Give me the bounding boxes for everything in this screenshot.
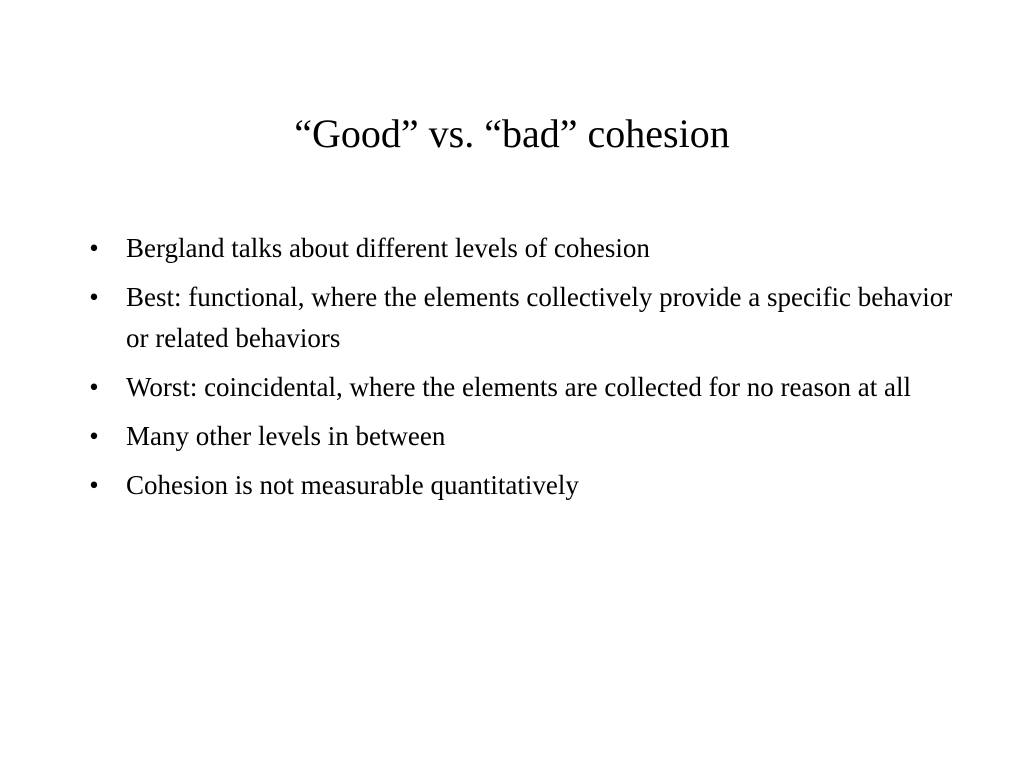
- bullet-text: Cohesion is not measurable quantitatively: [126, 470, 579, 500]
- list-item: [84, 367, 954, 408]
- bullet-icon: •: [89, 233, 99, 263]
- bullet-text: Best: functional, where the elements collectively provide a specific behavior or related behaviors: [126, 282, 953, 353]
- bullet-text: Bergland talks about different levels of cohesion: [126, 233, 650, 263]
- list-item: [84, 228, 954, 269]
- slide-title: “Good” vs. “bad” cohesion: [294, 111, 730, 156]
- list-item: [84, 277, 954, 359]
- bullet-list: [84, 228, 954, 514]
- bullet-icon: •: [89, 470, 99, 500]
- list-item: [84, 416, 954, 457]
- bullet-text: Many other levels in between: [126, 421, 446, 451]
- bullet-icon: •: [89, 282, 99, 312]
- bullet-icon: •: [89, 421, 99, 451]
- bullet-text: Worst: coincidental, where the elements are collected for no reason at all: [126, 372, 911, 402]
- bullet-icon: •: [89, 372, 99, 402]
- list-item: [84, 465, 954, 506]
